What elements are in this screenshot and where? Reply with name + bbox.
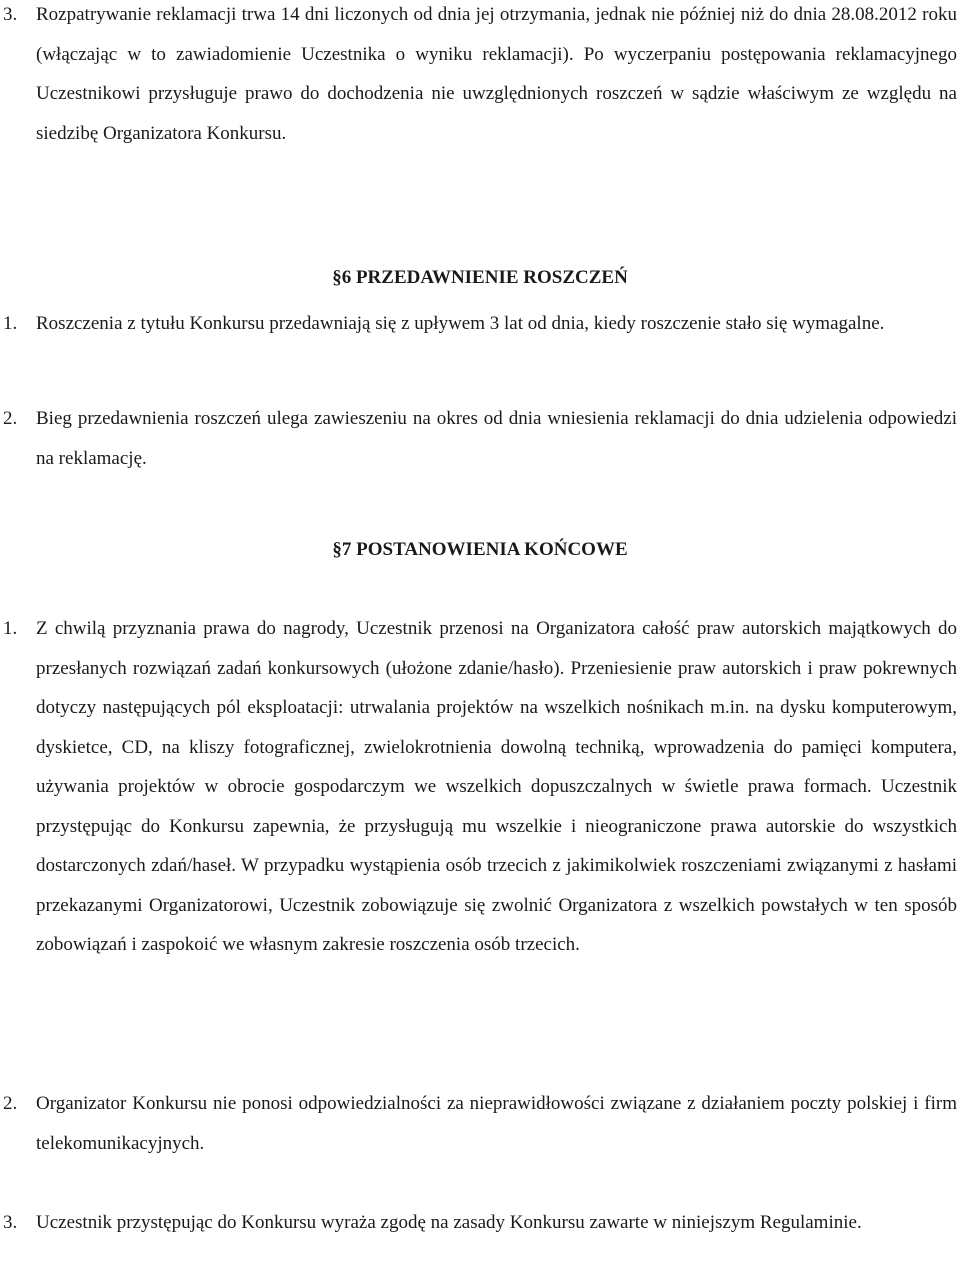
paragraph-number: 3.	[3, 4, 18, 25]
section-sign: §	[332, 267, 342, 288]
section-title: 6 PRZEDAWNIENIE ROSZCZEŃ	[341, 267, 628, 288]
section-7-heading	[0, 538, 960, 562]
item-text: Z chwilą przyznania prawa do nagrody, Uczestnik przenosi na Organizatora całość praw autorskich majątkowych do przesłanych rozwiązań zadań konkursowych (ułożone zdanie/hasło). Przeniesienie praw autorskich i praw pokrewnych dotyczy następujących pól eksploatacji: utrwalania projektów na wszelkich nośnikach m.in. na dysku komputerowym, dyskietce, CD, na kliszy fotograficznej, zwielokrotnienia dowolną techniką, wprowadzenia do pamięci komputera, używania projektów w obrocie gospodarczym we wszelkich dopuszczalnych w świetle prawa formach. Uczestnik przystępując do Konkursu zapewnia, że przysługują mu wszelkie i nieograniczone prawa autorskie do wszystkich dostarczonych zdań/haseł. W przypadku wystąpienia osób trzecich z jakimikolwiek roszczeniami związanymi z hasłami przekazanymi Organizatorowi, Uczestnik zobowiązuje się zwolnić Organizatora z wszelkich powstałych w ten sposób zobowiązań i zaspokoić we własnym zakresie roszczenia osób trzecich.	[36, 618, 957, 955]
section-7-item-3	[3, 1203, 957, 1243]
paragraph-text: Rozpatrywanie reklamacji trwa 14 dni liczonych od dnia jej otrzymania, jednak nie później niż do dnia 28.08.2012 roku (włączając w to zawiadomienie Uczestnika o wyniku reklamacji). Po wyczerpaniu postępowania reklamacyjnego Uczestnikowi przysługuje prawo do dochodzenia nie uwzględnionych roszczeń w sądzie właściwym ze względu na siedzibę Organizatora Konkursu.	[36, 4, 957, 144]
section-6-heading	[0, 266, 960, 290]
item-text: Bieg przedawnienia roszczeń ulega zawieszeniu na okres od dnia wniesienia reklamacji do dnia udzielenia odpowiedzi na reklamację.	[36, 408, 957, 469]
item-number: 1.	[3, 313, 18, 334]
item-text: Roszczenia z tytułu Konkursu przedawniają się z upływem 3 lat od dnia, kiedy roszczenie stało się wymagalne.	[36, 313, 885, 334]
section-6-item-1	[3, 304, 957, 344]
item-number: 1.	[3, 618, 18, 639]
item-text: Uczestnik przystępując do Konkursu wyraża zgodę na zasady Konkursu zawarte w niniejszym Regulaminie.	[36, 1212, 862, 1233]
section-sign: §	[332, 539, 342, 560]
section-6-item-2	[3, 399, 957, 478]
section-title: 7 POSTANOWIENIA KOŃCOWE	[341, 539, 628, 560]
section-7-item-2	[3, 1084, 957, 1163]
item-number: 2.	[3, 1093, 18, 1114]
section-7-item-1	[3, 609, 957, 965]
item-number: 2.	[3, 408, 18, 429]
paragraph-3-complaint	[3, 0, 957, 153]
item-text: Organizator Konkursu nie ponosi odpowiedzialności za nieprawidłowości związane z działaniem poczty polskiej i firm telekomunikacyjnych.	[36, 1093, 957, 1154]
item-number: 3.	[3, 1212, 18, 1233]
